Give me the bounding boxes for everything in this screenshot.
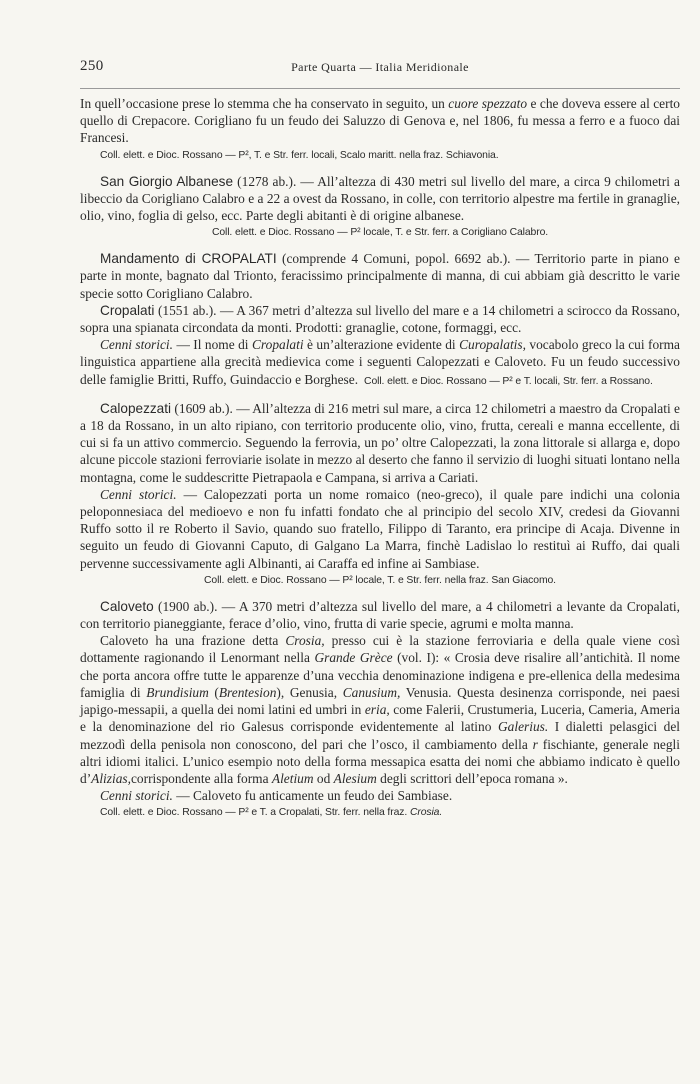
header-rule (80, 88, 680, 89)
caloveto-heading: Caloveto (100, 598, 154, 614)
caloveto-cenni: Cenni storici. — Caloveto fu anticamente un feudo dei Sambiase. (100, 788, 453, 804)
cropalati-info: Coll. elett. e Dioc. Rossano — P² e T. locali, Str. ferr. a Rossano. (364, 375, 653, 387)
caloveto-info: Coll. elett. e Dioc. Rossano — P² e T. a Cropalati, Str. ferr. nella fraz. Crosia. (100, 807, 443, 819)
calopezzati-paragraph: Calopezzati (1609 ab.). — All’altezza di 216 metri sul mare, a circa 12 chilometri a maestro da Cropalati e a 18 da Rossano, in un alto ripiano, con territorio producente olio, vino, frutta, cereali e manna eccellente, di cui si fa un attivo commercio. Seguendo la ferrovia, un po’ oltre Calopezzati, la zona littorale si allarga e, dopo alcune piccole stazioni ferroviarie isolate in mezzo al deserto che fanno il servizio di luoghi situati lontano nella montagna, come le suddescritte Pietrapaola e Campana, si arriva a Cariati. (80, 400, 680, 485)
mandamento-paragraph: Mandamento di CROPALATI (comprende 4 Comuni, popol. 6692 ab.). — Territorio parte in piano e parte in monte, bagnato dal Trionto, feracissimo principalmente di manna, di cui abbiam già descritto le varie specie sotto Corigliano Calabro. (80, 251, 681, 301)
cropalati-cenni: Cenni storici. — Il nome di Cropalati è un’alterazione evidente di Curopalatis, vocabolo greco la cui forma linguistica appartiene alla grecità medievica come i seguenti Calopezzati e Caloveto. Fu un feudo successivo delle famiglie Britti, Ruffo, Guindaccio e Borghese. Coll. elett. e Dioc. Rossano — P² e T. locali, Str. ferr. a Rossano. (80, 337, 680, 387)
cropalati-heading: Cropalati (100, 302, 155, 318)
calopezzati-cenni: Cenni storici. — Calopezzati porta un nome romaico (neo-greco), il quale pare indichi una colonia peloponnesiaca del medioevo e non fu infatti fondato che al principio del secolo XIV, credesi da Giovanni Ruffo sotto il re Roberto il Savio, quando suo fratello, Filippo di Taranto, era principe di Acaja. Divenne in seguito un feudo di Giovanni Caputo, di Galgano La Marra, finchè Ladislao lo restituì ai Ruffo, dai quali pervenne successivamente agli Albinanti, ai Caraffa ed infine ai Sambiase. (80, 486, 681, 571)
caloveto-paragraph: Caloveto (1900 ab.). — A 370 metri d’altezza sul livello del mare, a 4 chilometri a levante da Cropalati, con territorio pianeggiante, ferace d’olio, vino, frutta di varie specie, agrumi e molta manna. (80, 598, 680, 632)
calopezzati-info: Coll. elett. e Dioc. Rossano — P² locale, T. e Str. ferr. nella fraz. San Giacomo. (204, 574, 556, 586)
page-header (80, 58, 680, 84)
calopezzati-heading: Calopezzati (100, 400, 172, 416)
sangiorgio-heading: San Giorgio Albanese (100, 173, 234, 189)
book-page (80, 58, 680, 820)
mandamento-heading: Mandamento di CROPALATI (100, 251, 277, 267)
caloveto-crosia-paragraph: Caloveto ha una frazione detta Crosia, presso cui è la stazione ferroviaria e della quale viene così dottamente ragionando il Lenormant nella Grande Grèce (vol. I): « Crosia deve risalire all’antichità. Il nome che porta ancora offre tutte le apparenze d’una vecchia denominazione indigena e pre-ellenica della medesima famiglia di Brundisium (Brentesion), Genusia, Canusium, Venusia. Questa desinenza corrisponde, nei paesi japigo-messapii, a quella dei nomi latini ed umbri in eria, come Falerii, Crustumeria, Luceria, Cameria, Ameria e la denominazione del rio Galesus corrisponde evidentemente al latino Galerius. I dialetti pelasgici del mezzodì della penisola non conoscono, del pari che l’osco, il cambiamento della r fischiante, generale negli altri idiomi italici. L’unico esempio noto della forma messapica esatta dei nomi che abbiamo indicato è quello d’Alizias,corrispondente alla forma Aletium od Alesium degli scrittori dell’epoca romana ». (80, 633, 681, 786)
cropalati-paragraph: Cropalati (1551 ab.). — A 367 metri d’altezza sul livello del mare e a 14 chilometri a scirocco da Rossano, sopra una spianata circondata da monti. Prodotti: granaglie, cotone, formaggi, ecc. (80, 302, 680, 336)
corigliano-paragraph: In quell’occasione prese lo stemma che ha conservato in seguito, un cuore spezzato e che doveva essere al certo quello di Crepacore. Corigliano fu un feudo dei Saluzzo di Genova e, nel 1806, fu messa a ferro e a fuoco dai Francesi. (80, 96, 680, 146)
running-head: Parte Quarta — Italia Meridionale (291, 60, 469, 74)
sangiorgio-paragraph: San Giorgio Albanese (1278 ab.). — All’altezza di 430 metri sul livello del mare, a circa 9 chilometri a libeccio da Corigliano Calabro e a 22 a ovest da Rossano, in colle, con territorio alpestre ma fertile in granaglie, olio, vino, foglia di gelso, ecc. Parte degli abitanti è di origine albanese. (80, 173, 680, 224)
page-number: 250 (80, 58, 104, 74)
corigliano-info: Coll. elett. e Dioc. Rossano — P², T. e Str. ferr. locali, Scalo maritt. nella fraz. Schiavonia. (100, 149, 499, 161)
sangiorgio-info: Coll. elett. e Dioc. Rossano — P² locale, T. e Str. ferr. a Corigliano Calabro. (211, 227, 549, 239)
